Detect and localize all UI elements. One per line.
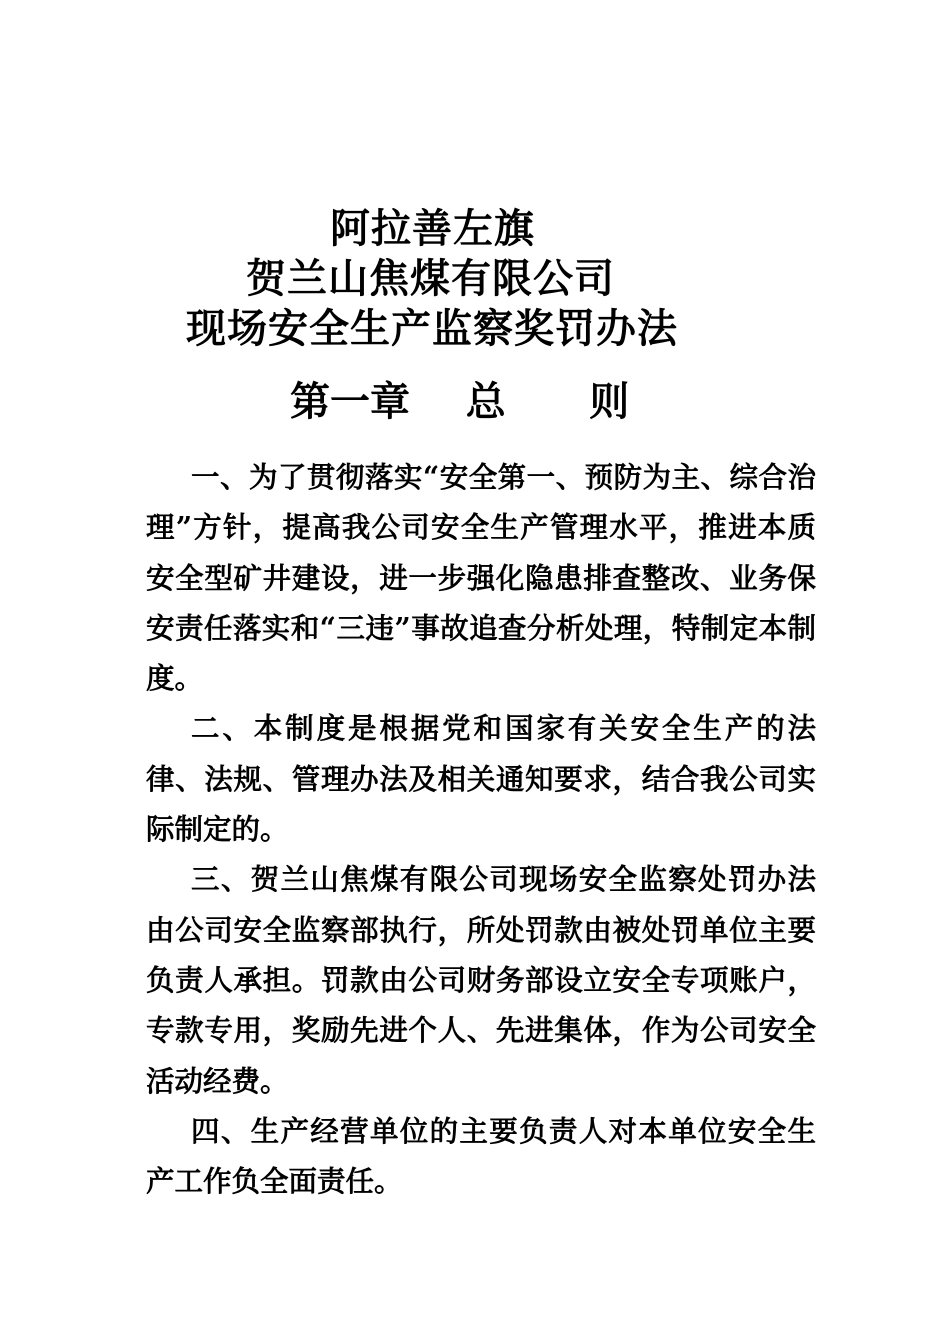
paragraph-3: 三、贺兰山焦煤有限公司现场安全监察处罚办法由公司安全监察部执行，所处罚款由被处罚单位主要负责人承担。罚款由公司财务部设立安全专项账户，专款专用，奖励先进个人、先进集体，作为公司安全活动经费。 (146, 862, 816, 1098)
paragraph-2: 二、本制度是根据党和国家有关安全生产的法律、法规、管理办法及相关通知要求，结合我公司实际制定的。 (146, 711, 816, 847)
paragraph-1: 一、为了贯彻落实“安全第一、预防为主、综合治理”方针，提高我公司安全生产管理水平，推进本质安全型矿井建设，进一步强化隐患排查整改、业务保安责任落实和“三违”事故追查分析处理，特制定本制度。 (146, 460, 816, 696)
document-body (146, 452, 816, 1206)
document-title-line-1: 阿拉善左旗 (330, 205, 535, 252)
paragraph-4: 四、生产经营单位的主要负责人对本单位安全生产工作负全面责任。 (146, 1113, 816, 1199)
chapter-heading: 第一章 总 则 (290, 378, 630, 425)
document-title-line-2: 贺兰山焦煤有限公司 (246, 255, 615, 302)
document-title-line-3: 现场安全生产监察奖罚办法 (186, 305, 678, 352)
